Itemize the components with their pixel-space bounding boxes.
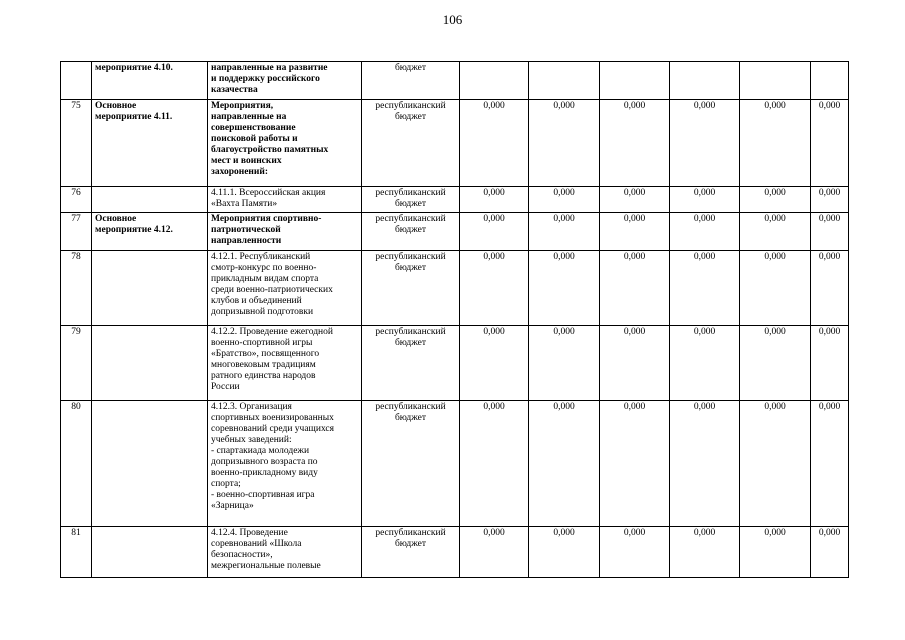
cell-line: 4.12.3. Организация <box>211 402 292 412</box>
amount-cell: 0,000 <box>529 100 600 187</box>
amount-cell: 0,000 <box>600 401 670 527</box>
measure-code <box>92 251 208 326</box>
measure-code <box>92 62 208 100</box>
amount-cell: 0,000 <box>460 401 529 527</box>
cell-line: 4.12.2. Проведение ежегодной <box>211 327 333 337</box>
row-number: 80 <box>61 401 92 527</box>
row-number: 77 <box>61 213 92 251</box>
cell-line: Мероприятия, <box>211 101 274 111</box>
amount-cell: 0,000 <box>600 213 670 251</box>
cell-line: бюджет <box>394 199 427 209</box>
table-row <box>61 100 849 187</box>
cell-line: бюджет <box>394 225 427 235</box>
measure-name <box>208 100 362 187</box>
funding-source <box>362 251 460 326</box>
cell-line: республиканский <box>375 252 446 262</box>
measure-code <box>92 527 208 578</box>
cell-line: захоронений: <box>211 167 269 177</box>
cell-line: ратного единства народов <box>211 371 316 381</box>
cell-line: 4.12.4. Проведение <box>211 528 288 538</box>
amount-cell: 0,000 <box>600 187 670 213</box>
table-row <box>61 527 849 578</box>
amount-cell: 0,000 <box>740 213 811 251</box>
amount-cell: 0,000 <box>670 326 740 401</box>
table-row <box>61 213 849 251</box>
cell-line: соревнований среди учащихся <box>211 424 335 434</box>
measure-name <box>208 187 362 213</box>
cell-line: и поддержку российского <box>211 74 320 84</box>
amount-cell: 0,000 <box>811 100 849 187</box>
amount-cell: 0,000 <box>460 213 529 251</box>
amount-cell: 0,000 <box>529 326 600 401</box>
cell-line: прикладным видам спорта <box>211 274 319 284</box>
amount-cell: 0,000 <box>811 187 849 213</box>
amount-cell: 0,000 <box>529 527 600 578</box>
cell-line: военно-спортивной игры <box>211 338 313 348</box>
amount-cell <box>460 62 529 100</box>
cell-line: соревнований «Школа <box>211 539 302 549</box>
cell-line: безопасности», <box>211 550 273 560</box>
amount-cell: 0,000 <box>811 251 849 326</box>
cell-line: Основное <box>95 101 137 111</box>
funding-source <box>362 187 460 213</box>
amount-cell: 0,000 <box>740 187 811 213</box>
cell-line: республиканский <box>375 402 446 412</box>
cell-line: спортивных военизированных <box>211 413 334 423</box>
cell-line: 4.12.1. Республиканский <box>211 252 311 262</box>
cell-line: бюджет <box>394 413 427 423</box>
amount-cell: 0,000 <box>529 213 600 251</box>
cell-line: - спартакиада молодежи <box>211 446 310 456</box>
table-row <box>61 187 849 213</box>
amount-cell: 0,000 <box>811 326 849 401</box>
cell-line: бюджет <box>394 112 427 122</box>
amount-cell: 0,000 <box>811 401 849 527</box>
amount-cell: 0,000 <box>670 187 740 213</box>
amount-cell: 0,000 <box>529 401 600 527</box>
cell-line: мест и воинских <box>211 156 282 166</box>
cell-line: среди военно-патриотических <box>211 285 333 295</box>
cell-line: бюджет <box>394 338 427 348</box>
amount-cell <box>740 62 811 100</box>
amount-cell: 0,000 <box>670 213 740 251</box>
page-number: 106 <box>442 12 463 27</box>
table-row <box>61 401 849 527</box>
cell-line: благоустройство памятных <box>211 145 329 155</box>
amount-cell: 0,000 <box>460 527 529 578</box>
row-number: 79 <box>61 326 92 401</box>
amount-cell: 0,000 <box>740 527 811 578</box>
cell-line: республиканский <box>375 528 446 538</box>
cell-line: клубов и объединений <box>211 296 302 306</box>
cell-line: республиканский <box>375 214 446 224</box>
funding-source <box>362 401 460 527</box>
cell-line: «Зарница» <box>211 501 254 511</box>
measure-name <box>208 213 362 251</box>
amount-cell: 0,000 <box>670 527 740 578</box>
measure-code <box>92 187 208 213</box>
row-number: 76 <box>61 187 92 213</box>
cell-line: «Вахта Памяти» <box>211 199 278 209</box>
cell-line: направленные на <box>211 112 287 122</box>
cell-line: бюджет <box>394 539 427 549</box>
cell-line: учебных заведений: <box>211 435 292 445</box>
amount-cell: 0,000 <box>460 100 529 187</box>
amount-cell: 0,000 <box>600 326 670 401</box>
cell-line: мероприятие 4.11. <box>95 112 173 122</box>
table-row <box>61 251 849 326</box>
table-row <box>61 326 849 401</box>
amount-cell: 0,000 <box>600 251 670 326</box>
amount-cell: 0,000 <box>600 527 670 578</box>
cell-line: бюджет <box>394 63 427 73</box>
measure-name <box>208 527 362 578</box>
cell-line: мероприятие 4.12. <box>95 225 173 235</box>
row-number <box>61 62 92 100</box>
funding-source <box>362 527 460 578</box>
cell-line: многовековым традициям <box>211 360 316 370</box>
amount-cell: 0,000 <box>670 100 740 187</box>
amount-cell: 0,000 <box>460 326 529 401</box>
cell-line: спорта; <box>211 479 241 489</box>
amount-cell: 0,000 <box>460 251 529 326</box>
amount-cell <box>529 62 600 100</box>
measure-name <box>208 326 362 401</box>
cell-line: совершенствование <box>211 123 296 133</box>
cell-line: смотр-конкурс по военно- <box>211 263 317 273</box>
measure-name <box>208 251 362 326</box>
measure-name <box>208 62 362 100</box>
funding-source <box>362 213 460 251</box>
funding-source <box>362 100 460 187</box>
measure-code <box>92 401 208 527</box>
amount-cell: 0,000 <box>600 100 670 187</box>
amount-cell: 0,000 <box>670 401 740 527</box>
amount-cell <box>811 62 849 100</box>
cell-line: мероприятие 4.10. <box>95 63 173 73</box>
amount-cell: 0,000 <box>811 527 849 578</box>
cell-line: межрегиональные полевые <box>211 561 321 571</box>
amount-cell <box>670 62 740 100</box>
row-number: 81 <box>61 527 92 578</box>
cell-line: поисковой работы и <box>211 134 298 144</box>
measure-code <box>92 213 208 251</box>
cell-line: Мероприятия спортивно- <box>211 214 322 224</box>
amount-cell <box>600 62 670 100</box>
cell-line: направленные на развитие <box>211 63 328 73</box>
cell-line: республиканский <box>375 327 446 337</box>
cell-line: 4.11.1. Всероссийская акция <box>211 188 326 198</box>
cell-line: республиканский <box>375 188 446 198</box>
funding-source <box>362 326 460 401</box>
table-row <box>61 62 849 100</box>
measure-code <box>92 100 208 187</box>
cell-line: направленности <box>211 236 282 246</box>
cell-line: допризывного возраста по <box>211 457 318 467</box>
cell-line: Основное <box>95 214 137 224</box>
row-number: 78 <box>61 251 92 326</box>
amount-cell: 0,000 <box>740 100 811 187</box>
cell-line: бюджет <box>394 263 427 273</box>
amount-cell: 0,000 <box>740 401 811 527</box>
row-number: 75 <box>61 100 92 187</box>
cell-line: России <box>211 382 240 392</box>
cell-line: - военно-спортивная игра <box>211 490 315 500</box>
cell-line: «Братство», посвященного <box>211 349 320 359</box>
cell-line: военно-прикладному виду <box>211 468 318 478</box>
cell-line: казачества <box>211 85 258 95</box>
budget-table <box>60 61 849 578</box>
amount-cell: 0,000 <box>529 187 600 213</box>
measure-code <box>92 326 208 401</box>
cell-line: допризывной подготовки <box>211 307 314 317</box>
amount-cell: 0,000 <box>529 251 600 326</box>
measure-name <box>208 401 362 527</box>
amount-cell: 0,000 <box>740 326 811 401</box>
cell-line: патриотической <box>211 225 281 235</box>
amount-cell: 0,000 <box>740 251 811 326</box>
cell-line: республиканский <box>375 101 446 111</box>
funding-source <box>362 62 460 100</box>
amount-cell: 0,000 <box>460 187 529 213</box>
amount-cell: 0,000 <box>670 251 740 326</box>
amount-cell: 0,000 <box>811 213 849 251</box>
